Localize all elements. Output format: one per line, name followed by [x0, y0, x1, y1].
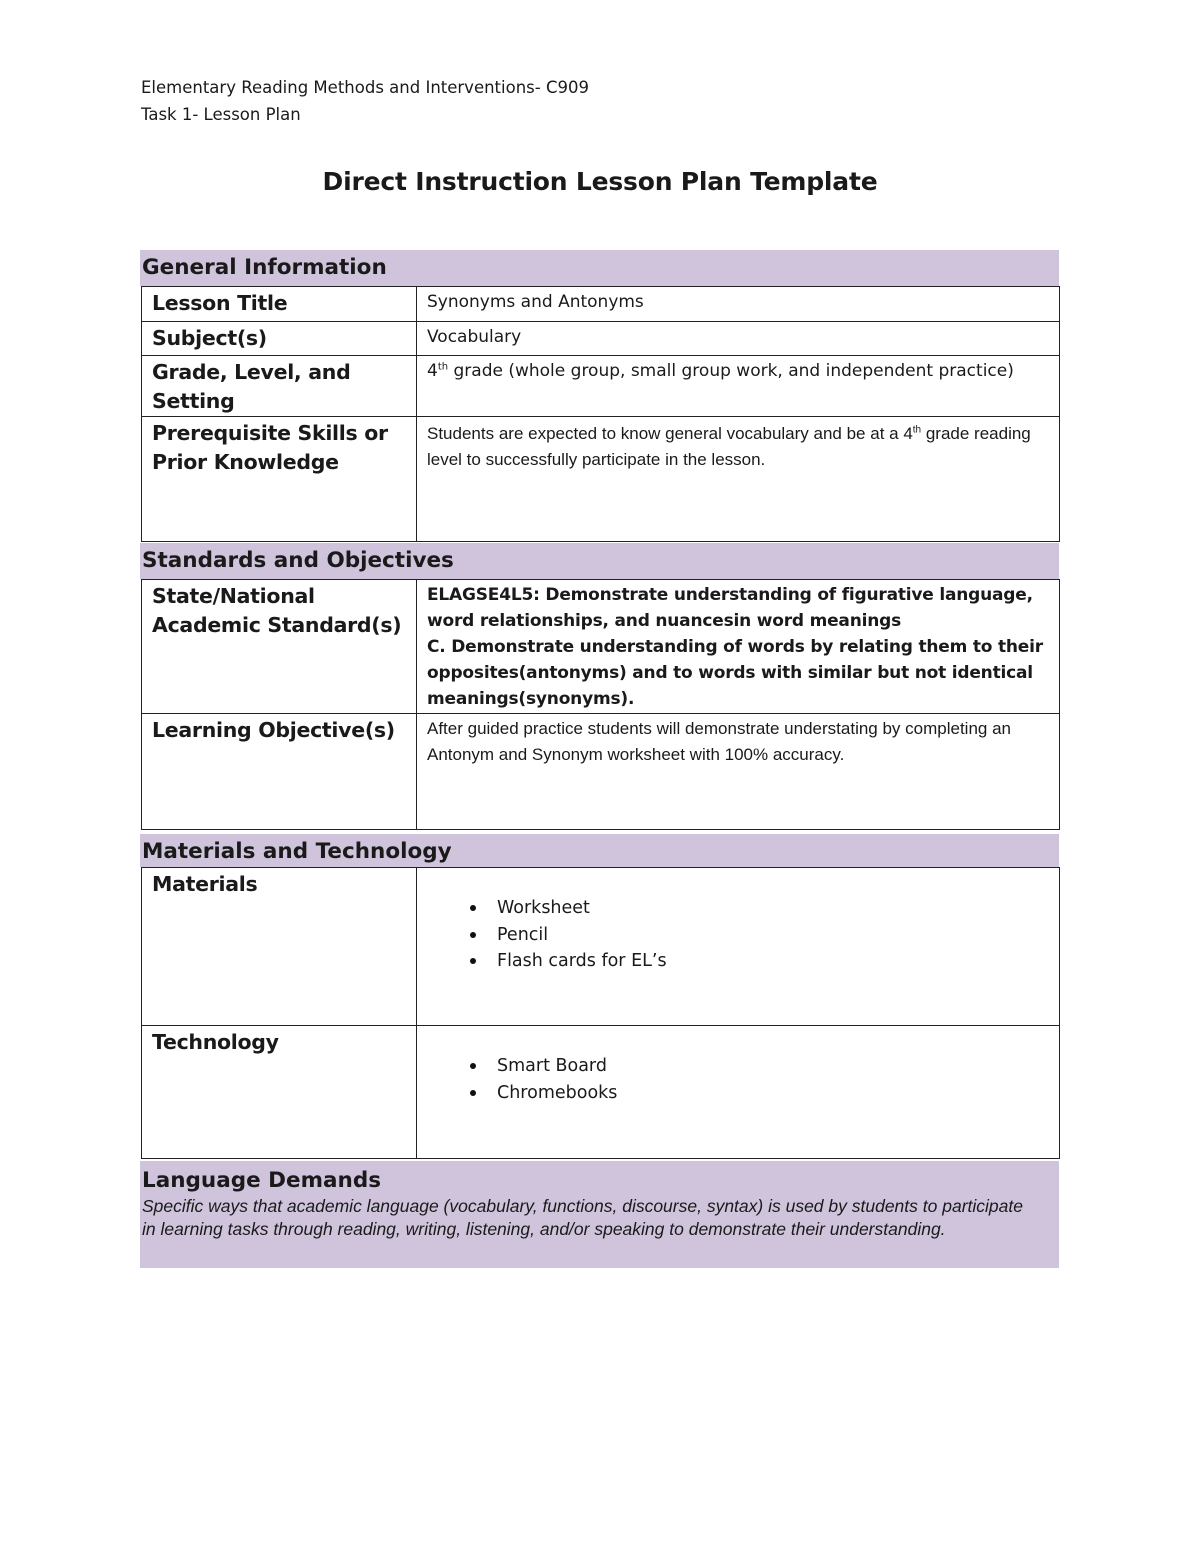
- objective-label: Learning Objective(s): [142, 714, 417, 830]
- prereq-value: [417, 417, 1060, 542]
- standard-label: State/National Academic Standard(s): [142, 580, 417, 714]
- subject-label: Subject(s): [142, 322, 417, 356]
- prereq-label: Prerequisite Skills or Prior Knowledge: [142, 417, 417, 542]
- grade-ordinal: th: [437, 361, 449, 373]
- task-name: Task 1- Lesson Plan: [141, 105, 301, 124]
- standard-line-2: C. Demonstrate understanding of words by relating them to their opposites(antonyms) and to words with similar but not identical meanings(synonyms).: [427, 637, 1043, 709]
- subject-value: Vocabulary: [417, 322, 1060, 356]
- list-item: Flash cards for EL’s: [427, 948, 1051, 975]
- grade-number: 4: [427, 361, 438, 381]
- prereq-text-1: Students are expected to know general vocabulary and be at a 4: [427, 424, 913, 443]
- table-row: [142, 356, 1060, 417]
- table-row: [142, 287, 1060, 322]
- table-row: [142, 714, 1060, 830]
- list-item: Smart Board: [427, 1053, 1051, 1080]
- language-demands-description: Specific ways that academic language (vocabulary, functions, discourse, syntax) is used by students to participate in learning tasks through reading, writing, listening, and/or speaking to demonstrate their understanding.: [142, 1196, 1023, 1239]
- grade-setting: grade (whole group, small group work, and independent practice): [448, 361, 1014, 381]
- materials-list: [427, 895, 1051, 975]
- standard-value: [417, 580, 1060, 714]
- lesson-title-label: Lesson Title: [142, 287, 417, 322]
- section-general-information: General Information: [140, 250, 1059, 286]
- page-header: [141, 74, 589, 128]
- grade-value: [417, 356, 1060, 417]
- table-row: [142, 322, 1060, 356]
- grade-label: Grade, Level, and Setting: [142, 356, 417, 417]
- general-information-table: [141, 286, 1060, 542]
- table-row: [142, 417, 1060, 542]
- section-language-demands: [140, 1161, 1059, 1268]
- list-item: Chromebooks: [427, 1080, 1051, 1107]
- language-demands-heading: Language Demands: [142, 1168, 382, 1193]
- technology-list: [427, 1053, 1051, 1106]
- section-standards-objectives: Standards and Objectives: [140, 543, 1059, 579]
- materials-table: [141, 867, 1060, 1159]
- technology-value: [417, 1026, 1060, 1159]
- bullet-icon: [470, 1063, 476, 1069]
- prereq-text-2: grade reading level to successfully participate in the lesson.: [427, 424, 1031, 469]
- prereq-ordinal: th: [912, 424, 922, 436]
- materials-label: Materials: [142, 868, 417, 1026]
- bullet-icon: [470, 1090, 476, 1096]
- list-item: Pencil: [427, 922, 1051, 949]
- bullet-icon: [470, 932, 476, 938]
- table-row: [142, 868, 1060, 1026]
- standard-line-1: ELAGSE4L5: Demonstrate understanding of figurative language, word relationships, and nuancesin word meanings: [427, 585, 1033, 631]
- list-item: Worksheet: [427, 895, 1051, 922]
- bullet-icon: [470, 905, 476, 911]
- standards-table: [141, 579, 1060, 830]
- objective-value: After guided practice students will demonstrate understating by completing an Antonym and Synonym worksheet with 100% accuracy.: [417, 714, 1060, 830]
- document-title: Direct Instruction Lesson Plan Template: [322, 167, 878, 196]
- table-row: [142, 1026, 1060, 1159]
- materials-value: [417, 868, 1060, 1026]
- course-name: Elementary Reading Methods and Interventions- C909: [141, 78, 589, 97]
- lesson-title-value: Synonyms and Antonyms: [417, 287, 1060, 322]
- bullet-icon: [470, 958, 476, 964]
- technology-label: Technology: [142, 1026, 417, 1159]
- section-materials-technology: Materials and Technology: [140, 834, 1059, 867]
- table-row: [142, 580, 1060, 714]
